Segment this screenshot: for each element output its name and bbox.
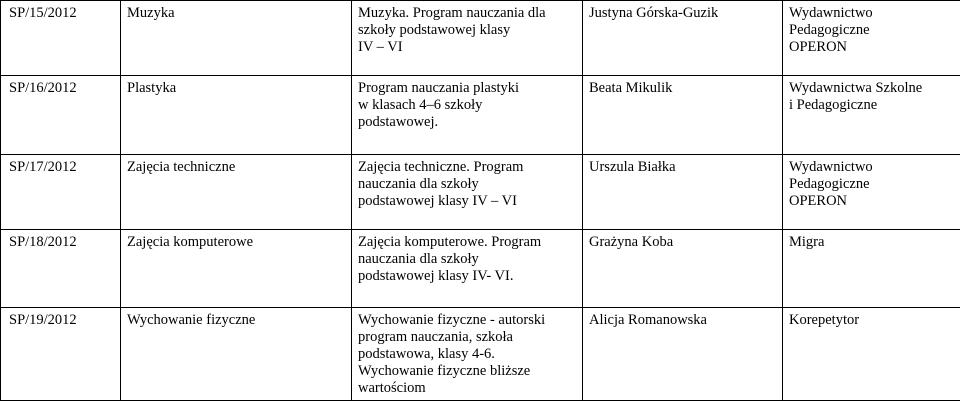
publisher-line: Wydawnictwa Szkolne — [789, 80, 954, 97]
author-cell — [583, 155, 783, 230]
program-title-line: Wychowanie fizyczne bliższe — [358, 363, 576, 380]
program-title-line: Zajęcia komputerowe. Program — [358, 234, 576, 251]
publisher-line: Pedagogiczne — [789, 22, 954, 39]
publisher-line: Migra — [789, 234, 954, 251]
program-title-cell — [352, 230, 583, 308]
program-number: SP/17/2012 — [9, 159, 77, 175]
subject-cell — [121, 1, 352, 76]
program-number-cell — [1, 1, 121, 76]
subject-cell — [121, 155, 352, 230]
program-title-line: podstawowa, klasy 4-6. — [358, 346, 576, 363]
program-title-line: nauczania dla szkoły — [358, 251, 576, 268]
program-number: SP/19/2012 — [9, 312, 77, 328]
author-cell — [583, 308, 783, 401]
table-row — [1, 76, 960, 155]
author-cell — [583, 76, 783, 155]
author-cell — [583, 1, 783, 76]
subject-name: Plastyka — [127, 80, 176, 96]
table-row — [1, 1, 960, 76]
publisher-line: Wydawnictwo — [789, 5, 954, 22]
program-title-line: IV – VI — [358, 39, 576, 56]
program-title-line: wartościom — [358, 380, 576, 397]
program-title-line: Program nauczania plastyki — [358, 80, 576, 97]
program-number-cell — [1, 308, 121, 401]
program-title-line: podstawowej klasy IV- VI. — [358, 268, 576, 285]
publisher-line: Korepetytor — [789, 312, 954, 329]
program-title-line: Zajęcia techniczne. Program — [358, 159, 576, 176]
publisher-line: Pedagogiczne — [789, 176, 954, 193]
publisher-cell — [783, 76, 960, 155]
publisher-line: OPERON — [789, 39, 954, 56]
subject-name: Zajęcia komputerowe — [127, 234, 253, 250]
program-title-cell — [352, 1, 583, 76]
publisher-cell — [783, 230, 960, 308]
subject-name: Muzyka — [127, 5, 175, 21]
subject-name: Wychowanie fizyczne — [127, 312, 255, 328]
program-title-line: Muzyka. Program nauczania dla — [358, 5, 576, 22]
publisher-line: Wydawnictwo — [789, 159, 954, 176]
program-number-cell — [1, 155, 121, 230]
table-row — [1, 230, 960, 308]
publisher-cell — [783, 1, 960, 76]
author-name: Alicja Romanowska — [589, 312, 707, 328]
author-cell — [583, 230, 783, 308]
program-number-cell — [1, 230, 121, 308]
program-title-cell — [352, 308, 583, 401]
subject-cell — [121, 308, 352, 401]
program-title-line: nauczania dla szkoły — [358, 176, 576, 193]
subject-name: Zajęcia techniczne — [127, 159, 235, 175]
publisher-cell — [783, 308, 960, 401]
author-name: Urszula Białka — [589, 159, 676, 175]
author-name: Beata Mikulik — [589, 80, 672, 96]
publisher-line: i Pedagogiczne — [789, 97, 954, 114]
program-number: SP/16/2012 — [9, 80, 77, 96]
program-title-cell — [352, 76, 583, 155]
program-number-cell — [1, 76, 121, 155]
program-title-cell — [352, 155, 583, 230]
program-title-line: Wychowanie fizyczne - autorski — [358, 312, 576, 329]
author-name: Grażyna Koba — [589, 234, 673, 250]
publisher-cell — [783, 155, 960, 230]
program-number: SP/18/2012 — [9, 234, 77, 250]
program-title-line: szkoły podstawowej klasy — [358, 22, 576, 39]
subject-cell — [121, 76, 352, 155]
subject-cell — [121, 230, 352, 308]
program-title-line: podstawowej klasy IV – VI — [358, 193, 576, 210]
table-row — [1, 155, 960, 230]
program-title-line: w klasach 4–6 szkoły — [358, 97, 576, 114]
publisher-line: OPERON — [789, 193, 954, 210]
program-number: SP/15/2012 — [9, 5, 77, 21]
author-name: Justyna Górska-Guzik — [589, 5, 718, 21]
table-row — [1, 308, 960, 401]
program-title-line: podstawowej. — [358, 114, 576, 131]
program-title-line: program nauczania, szkoła — [358, 329, 576, 346]
